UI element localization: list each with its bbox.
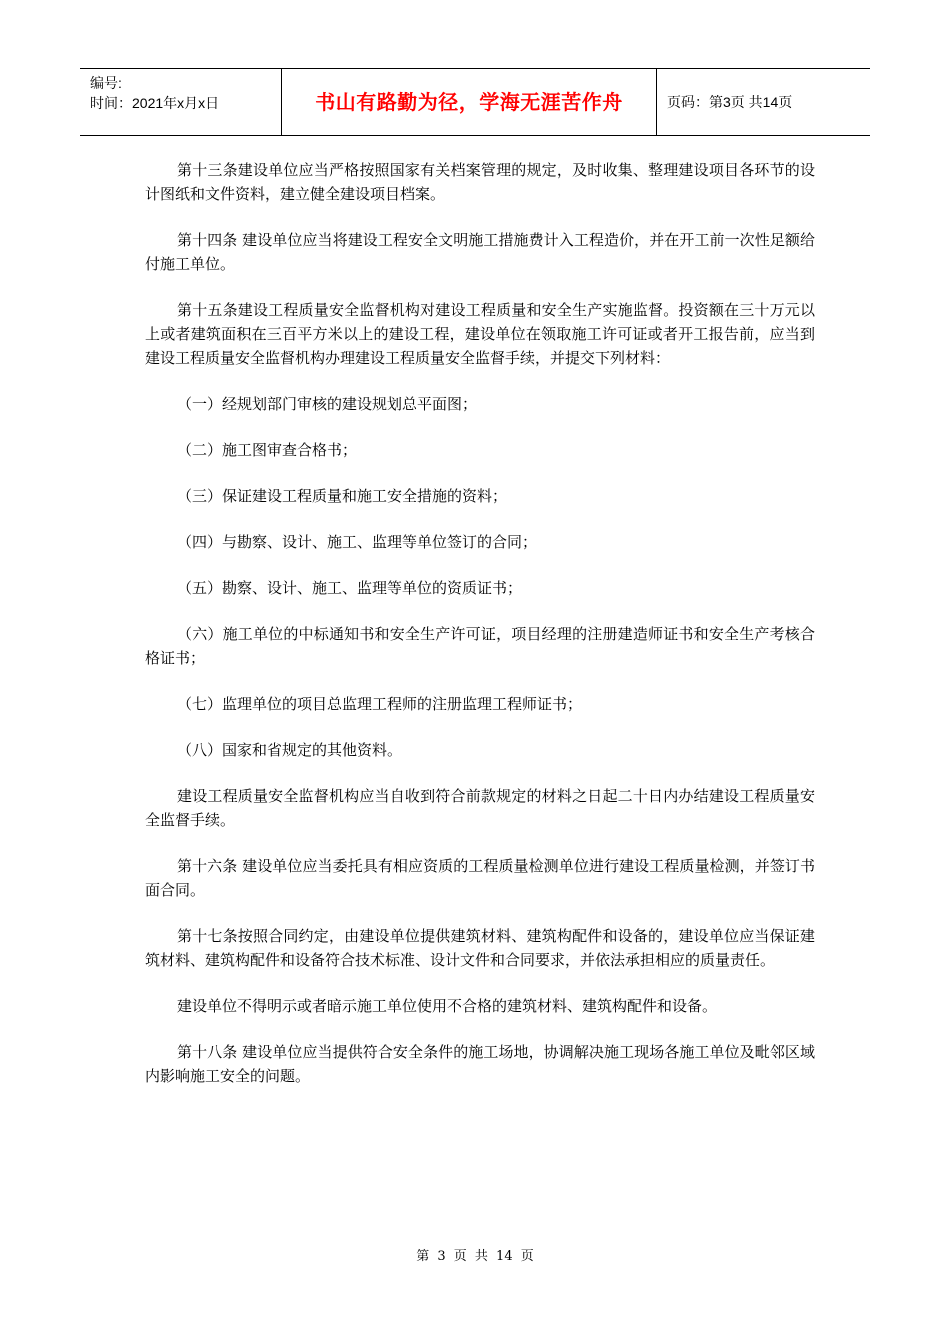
paragraph: 第十八条 建设单位应当提供符合安全条件的施工场地，协调解决施工现场各施工单位及毗邻区域内影响施工安全的问题。 [145,1043,815,1085]
paragraph: 第十六条 建设单位应当委托具有相应资质的工程质量检测单位进行建设工程质量检测，并签订书面合同。 [145,857,815,899]
document-time-label: 时间：2021年x月x日 [90,95,220,111]
list-item: （六）施工单位的中标通知书和安全生产许可证，项目经理的注册建造师证书和安全生产考核合格证书； [145,625,815,667]
document-body [145,158,815,1110]
list-item: （五）勘察、设计、施工、监理等单位的资质证书； [177,579,523,597]
paragraph: 第十五条建设工程质量安全监督机构对建设工程质量和安全生产实施监督。投资额在三十万元以上或者建筑面积在三百平方米以上的建设工程，建设单位在领取施工许可证或者开工报告前，应当到建设工程质量安全监督机构办理建设工程质量安全监督手续，并提交下列材料： [145,301,815,367]
page-footer: 第 3 页 共 14 页 [416,1249,534,1264]
header-motto: 书山有路勤为径，学海无涯苦作舟 [282,69,657,135]
page-header [80,68,870,136]
header-page-info: 页码：第3页 共14页 [667,94,793,110]
list-item: （七）监理单位的项目总监理工程师的注册监理工程师证书； [177,695,583,713]
list-item: （三）保证建设工程质量和施工安全措施的资料； [177,487,508,505]
paragraph: 建设单位不得明示或者暗示施工单位使用不合格的建筑材料、建筑构配件和设备。 [177,997,718,1015]
paragraph: 第十四条 建设单位应当将建设工程安全文明施工措施费计入工程造价，并在开工前一次性足额给付施工单位。 [145,231,815,273]
list-item: （一）经规划部门审核的建设规划总平面图； [177,395,478,413]
paragraph: 建设工程质量安全监督机构应当自收到符合前款规定的材料之日起二十日内办结建设工程质量安全监督手续。 [145,787,815,829]
paragraph: 第十七条按照合同约定，由建设单位提供建筑材料、建筑构配件和设备的，建设单位应当保证建筑材料、建筑构配件和设备符合技术标准、设计文件和合同要求，并依法承担相应的质量责任。 [145,927,815,969]
list-item: （二）施工图审查合格书； [177,441,358,459]
list-item: （八）国家和省规定的其他资料。 [177,741,403,759]
paragraph: 第十三条建设单位应当严格按照国家有关档案管理的规定，及时收集、整理建设项目各环节的设计图纸和文件资料，建立健全建设项目档案。 [145,161,815,203]
document-number-label: 编号: [90,75,122,91]
list-item: （四）与勘察、设计、施工、监理等单位签订的合同； [177,533,538,551]
header-meta [80,69,282,135]
